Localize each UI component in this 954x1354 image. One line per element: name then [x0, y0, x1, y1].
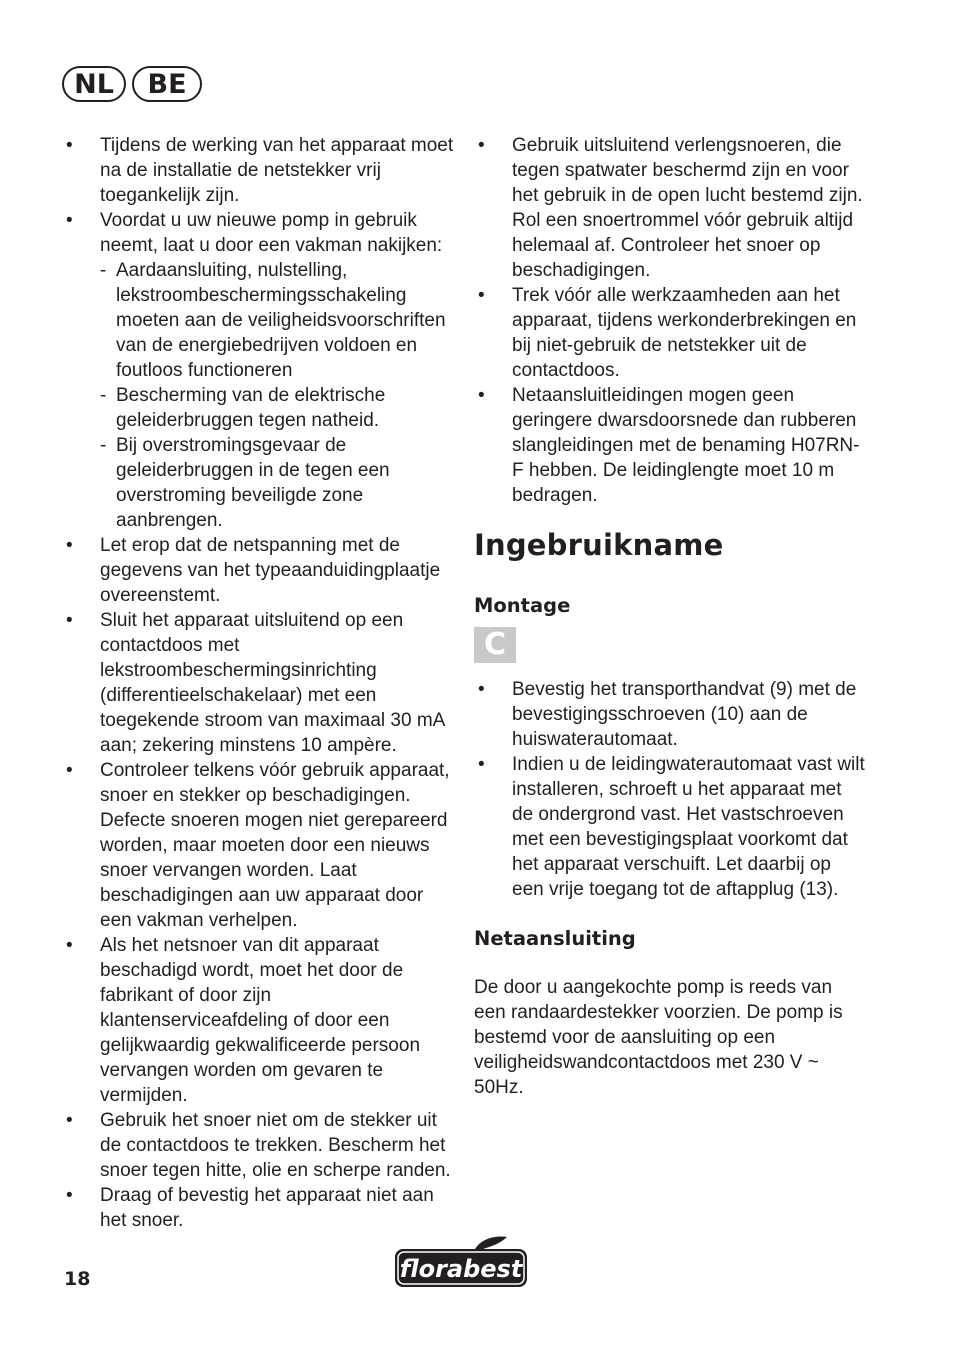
- list-item-text: Als het netsnoer van dit apparaat beschadigd wordt, moet het door de fabrikant of door zijn klantenserviceafdeling of door een gelijkwaardig gekwalificeerde persoon vervangen worden om gevaren te vermijden.: [100, 935, 421, 1106]
- list-item: [62, 1183, 454, 1233]
- list-item: [474, 133, 866, 283]
- sublist-item: - Aardaansluiting, nulstelling, lekstroombeschermingsschakeling moeten aan de veiligheidsvoorschriften van de energiebedrijven voldoen en foutloos functioneren: [100, 258, 454, 383]
- language-badge-be: BE: [132, 66, 202, 102]
- list-item-text: Trek vóór alle werkzaamheden aan het apparaat, tijdens werkonderbrekingen en bij niet-gebruik de netstekker uit de contactdoos.: [512, 285, 857, 381]
- sublist-item: - Bescherming van de elektrische geleiderbruggen tegen natheid.: [100, 383, 454, 433]
- list-item-text: Tijdens de werking van het apparaat moet na de installatie de netstekker vrij toegankelijk zijn.: [100, 135, 454, 206]
- language-badge-nl: NL: [62, 66, 126, 102]
- list-item: [62, 758, 454, 933]
- left-column: [62, 133, 454, 1233]
- montage-list: [474, 677, 866, 902]
- list-item: [474, 383, 866, 508]
- inspection-sublist: [100, 258, 454, 533]
- leaf-icon: [475, 1237, 507, 1251]
- list-item-text: Controleer telkens vóór gebruik apparaat, snoer en stekker op beschadigingen. Defecte snoeren mogen niet gerepareerd worden, maar moeten door een nieuws snoer vervangen worden. Laat beschadigingen aan uw apparaat door een vakman verhelpen.: [100, 760, 450, 931]
- section-title-ingebruikname: Ingebruikname: [474, 528, 724, 562]
- language-badges: [62, 66, 202, 102]
- figure-reference-marker: C: [474, 627, 516, 663]
- list-item: [62, 933, 454, 1108]
- sublist-item: - Bij overstromingsgevaar de geleiderbruggen in de tegen een overstroming beveiligde zone aanbrengen.: [100, 433, 454, 533]
- list-item: [62, 608, 454, 758]
- logo-text: florabest: [399, 1255, 523, 1283]
- page-number: 18: [64, 1268, 91, 1290]
- safety-list-right: [474, 133, 866, 508]
- list-item-text: Bevestig het transporthandvat (9) met de bevestigingsschroeven (10) aan de huiswaterautomaat.: [512, 679, 857, 750]
- list-item-text: Indien u de leidingwaterautomaat vast wilt installeren, schroeft u het apparaat met de ondergrond vast. Het vastschroeven met een bevestigingsplaat voorkomt dat het apparaat verschuift. Let daarbij op een vrije toegang tot de aftapplug (13).: [512, 754, 865, 900]
- list-item-text: Let erop dat de netspanning met de gegevens van het typeaanduidingplaatje overeenstemt.: [100, 535, 441, 606]
- list-item: [62, 533, 454, 608]
- subsection-title-montage: Montage: [474, 594, 571, 617]
- list-item: [62, 1108, 454, 1183]
- florabest-logo: [391, 1235, 531, 1291]
- list-item-text: Netaansluitleidingen mogen geen geringere dwarsdoorsnede dan rubberen slangleidingen met de benaming H07RN-F hebben. De leidinglengte moet 10 m bedragen.: [512, 385, 860, 506]
- safety-list-left: [62, 133, 454, 1233]
- list-item-text: Voordat u uw nieuwe pomp in gebruik neemt, laat u door een vakman nakijken:: [100, 210, 443, 256]
- right-column: [474, 133, 866, 1100]
- list-item: [62, 208, 454, 533]
- list-item-text: Gebruik uitsluitend verlengsnoeren, die tegen spatwater beschermd zijn en voor het gebruik in de open lucht bestemd zijn. Rol een snoertrommel vóór gebruik altijd helemaal af. Controleer het snoer op beschadigingen.: [512, 135, 863, 281]
- netaansluiting-paragraph: De door u aangekochte pomp is reeds van een randaardestekker voorzien. De pomp is bestemd voor de aansluiting op een veiligheidswandcontactdoos met 230 V ~ 50Hz.: [474, 977, 843, 1098]
- list-item-text: Gebruik het snoer niet om de stekker uit de contactdoos te trekken. Bescherm het snoer tegen hitte, olie en scherpe randen.: [100, 1110, 451, 1181]
- list-item: [474, 752, 866, 902]
- subsection-title-netaansluiting: Netaansluiting: [474, 927, 636, 950]
- list-item: [474, 677, 866, 752]
- list-item-text: Sluit het apparaat uitsluitend op een contactdoos met lekstroombeschermingsinrichting (differentieelschakelaar) met een toegekende stroom van maximaal 30 mA aan; zekering minstens 10 ampère.: [100, 610, 445, 756]
- list-item: [474, 283, 866, 383]
- list-item: [62, 133, 454, 208]
- list-item-text: Draag of bevestig het apparaat niet aan het snoer.: [100, 1185, 434, 1231]
